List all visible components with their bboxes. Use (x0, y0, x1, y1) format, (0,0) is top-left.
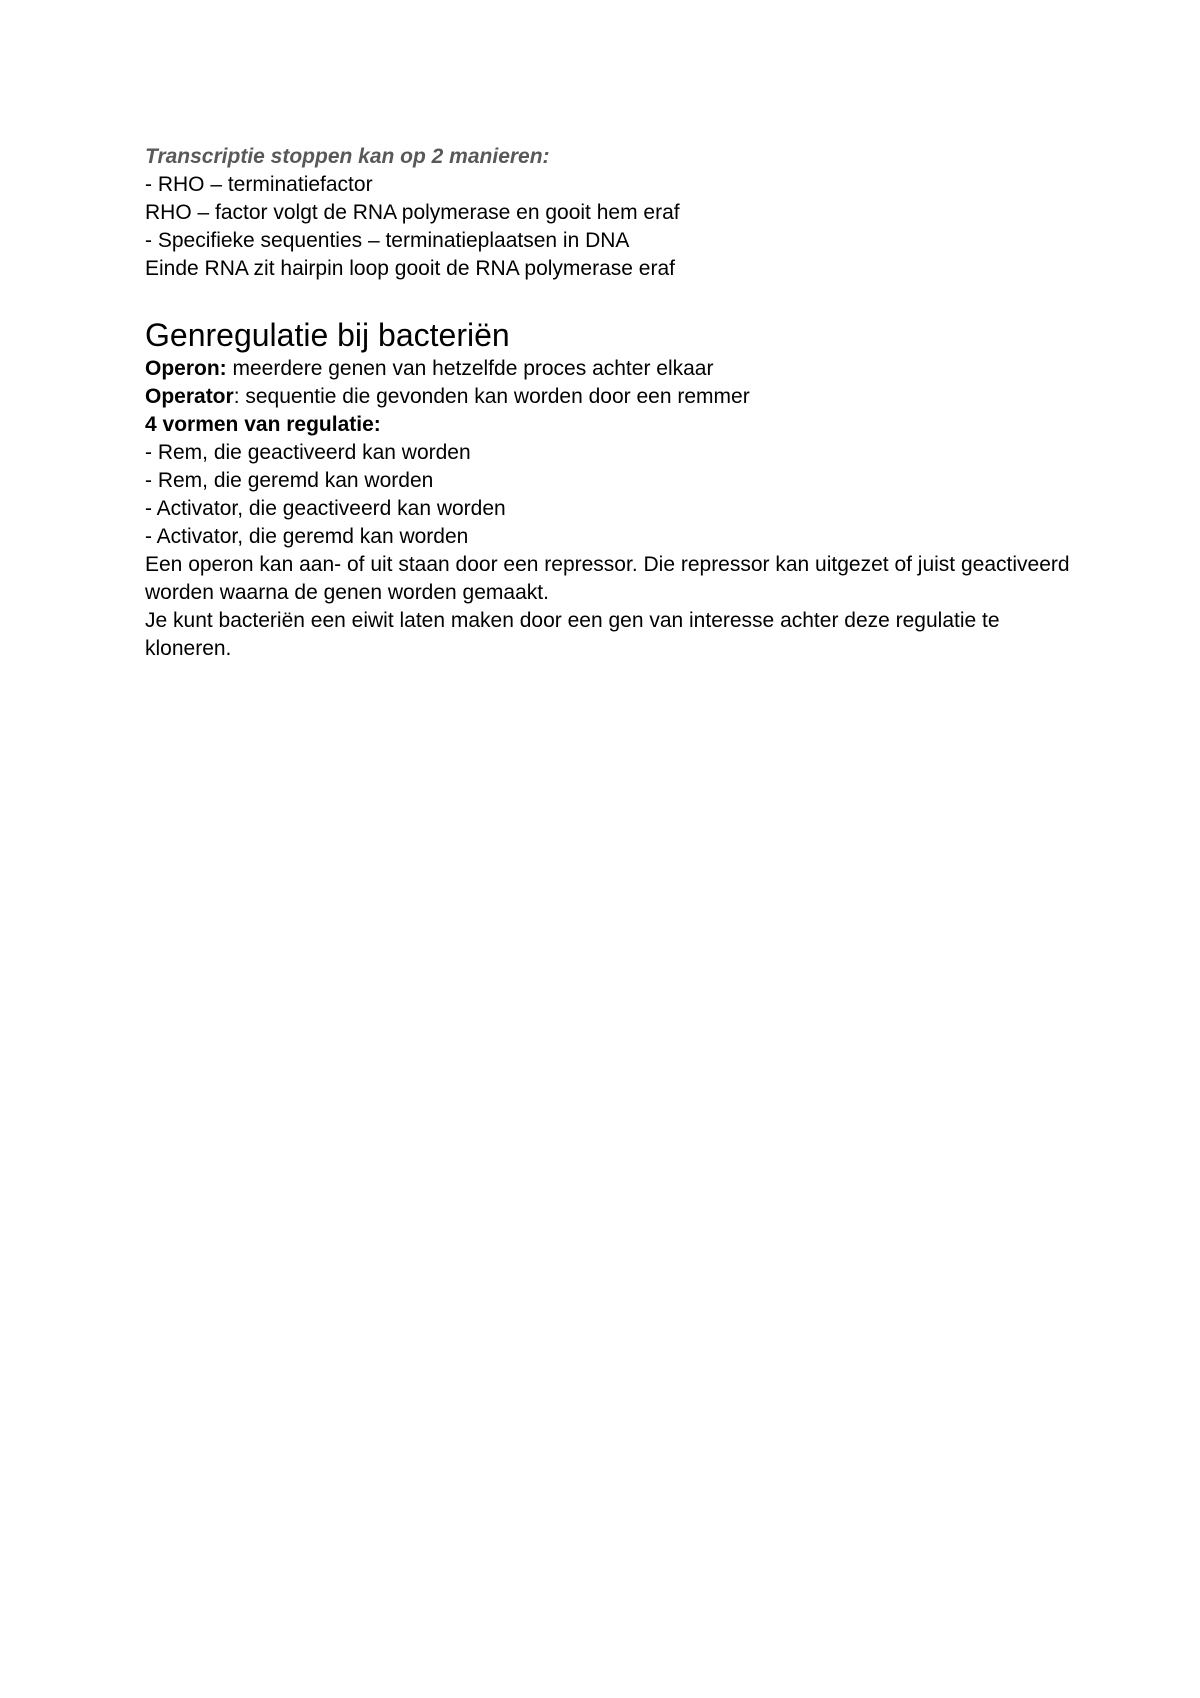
operon-definition (145, 355, 1075, 383)
operon-term: Operon: (145, 357, 227, 380)
operon-repressor-paragraph: Een operon kan aan- of uit staan door een repressor. Die repressor kan uitgezet of juist geactiveerd worden waarna de genen worden gemaakt. (145, 553, 1070, 604)
operator-description: : sequentie die gevonden kan worden door een remmer (233, 385, 750, 408)
regulation-form-item: - Activator, die geactiveerd kan worden (145, 497, 506, 520)
regulation-form-item: - Rem, die geremd kan worden (145, 469, 434, 492)
specific-sequences-line: - Specifieke sequenties – terminatieplaatsen in DNA (145, 229, 630, 252)
operator-term: Operator (145, 385, 234, 408)
operator-definition (145, 383, 1075, 411)
regulation-forms-heading: 4 vormen van regulatie: (145, 413, 381, 436)
cloning-paragraph: Je kunt bacteriën een eiwit laten maken door een gen van interesse achter deze regulatie te kloneren. (145, 609, 1000, 660)
operon-description: meerdere genen van hetzelfde proces achter elkaar (226, 357, 714, 380)
rho-description-line: RHO – factor volgt de RNA polymerase en gooit hem eraf (145, 201, 680, 224)
regulation-form-item: - Rem, die geactiveerd kan worden (145, 441, 471, 464)
section-heading-gene-regulation: Genregulatie bij bacteriën (145, 317, 510, 353)
hairpin-loop-line: Einde RNA zit hairpin loop gooit de RNA polymerase eraf (145, 257, 675, 280)
transcription-stop-subheading: Transcriptie stoppen kan op 2 manieren: (145, 145, 550, 168)
document-page (145, 143, 1075, 663)
rho-line: - RHO – terminatiefactor (145, 173, 373, 196)
regulation-form-item: - Activator, die geremd kan worden (145, 525, 469, 548)
